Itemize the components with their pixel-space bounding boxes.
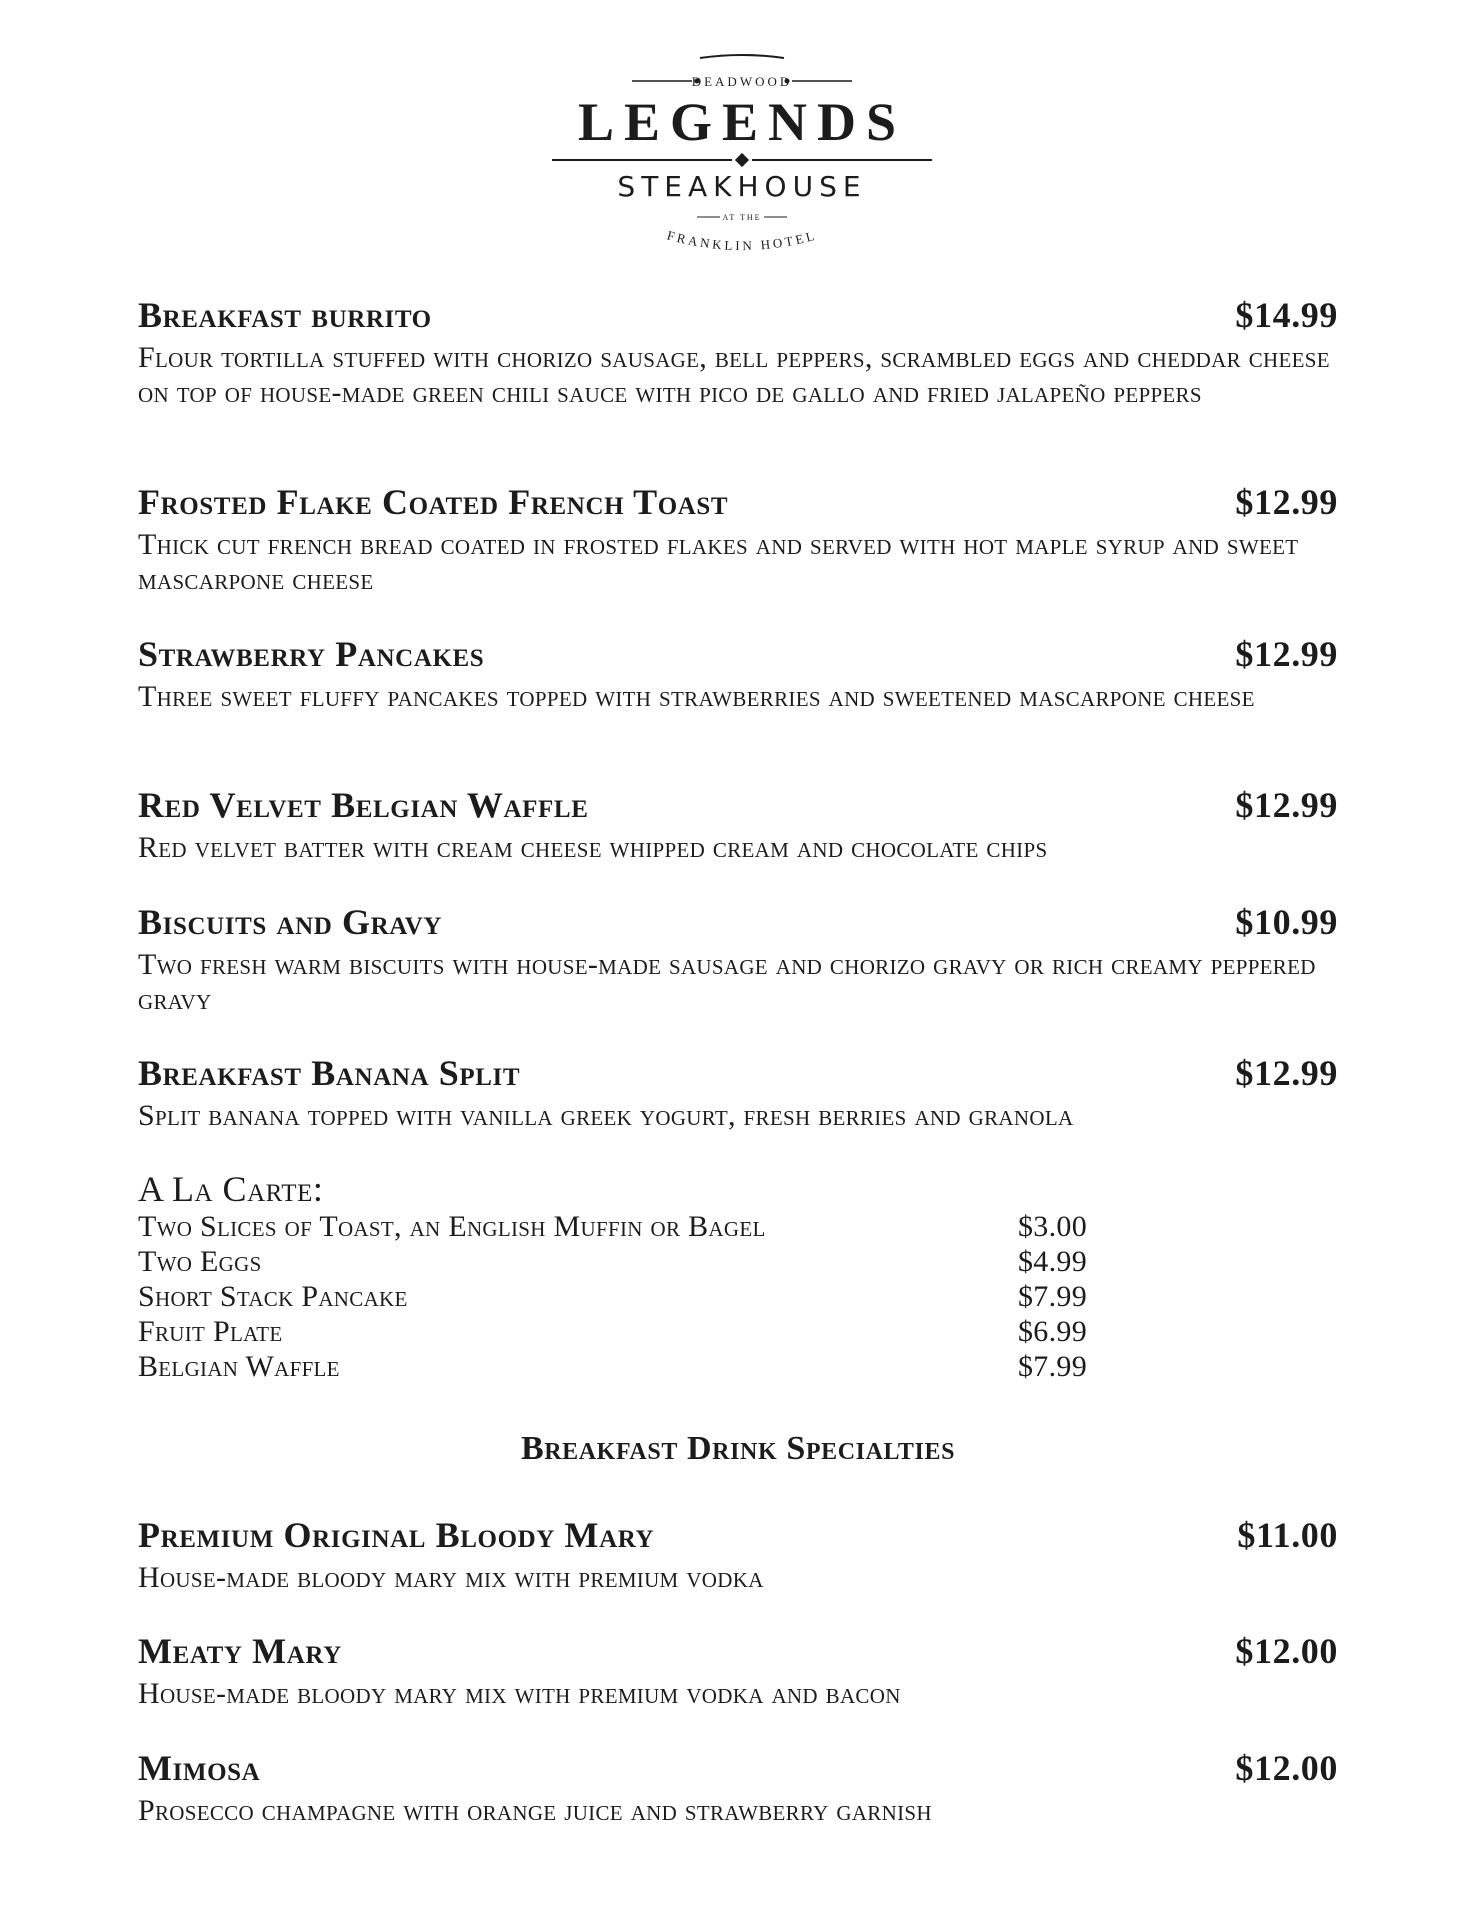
item-price: $14.99 — [1235, 295, 1338, 335]
drink-name: Meaty Mary — [138, 1631, 342, 1671]
logo-main-word: LEGENDS — [577, 92, 907, 152]
a-la-carte-name: Short Stack Pancake — [138, 1280, 408, 1313]
restaurant-logo — [0, 50, 1484, 260]
drink-description: House-made bloody mary mix with premium vodka — [138, 1561, 764, 1594]
logo-hotel-name: FRANKLIN HOTEL — [665, 227, 819, 254]
drink-name: Premium Original Bloody Mary — [138, 1515, 655, 1555]
a-la-carte-title: A La Carte: — [138, 1169, 324, 1209]
menu-item — [138, 294, 1338, 410]
a-la-carte-price: $7.99 — [1018, 1280, 1087, 1313]
a-la-carte-row — [138, 1315, 1338, 1350]
item-name: Frosted Flake Coated French Toast — [138, 482, 729, 522]
drink-name: Mimosa — [138, 1748, 261, 1788]
drinks-section-title: Breakfast Drink Specialties — [520, 1430, 956, 1467]
menu-item — [138, 1052, 1338, 1133]
drink-item — [138, 1514, 1338, 1595]
item-name: Breakfast burrito — [138, 295, 432, 335]
logo-emblem — [532, 50, 952, 260]
a-la-carte-row — [138, 1350, 1338, 1385]
item-description: Three sweet fluffy pancakes topped with strawberries and sweetened mascarpone cheese — [138, 680, 1255, 713]
a-la-carte-row — [138, 1245, 1338, 1280]
item-description: Thick cut french bread coated in frosted flakes and served with hot maple syrup and sweet mascarpone cheese — [138, 528, 1299, 596]
item-name: Red Velvet Belgian Waffle — [138, 785, 589, 825]
item-price: $12.99 — [1235, 1053, 1338, 1093]
item-name: Breakfast Banana Split — [138, 1053, 521, 1093]
menu-item — [138, 901, 1338, 1017]
item-price: $12.99 — [1235, 482, 1338, 522]
logo-at-the: AT THE — [722, 213, 762, 222]
a-la-carte-name: Two Slices of Toast, an English Muffin or Bagel — [138, 1210, 766, 1243]
logo-sub-word: STEAKHOUSE — [617, 170, 867, 203]
menu-item — [138, 633, 1338, 714]
a-la-carte-name: Belgian Waffle — [138, 1350, 340, 1383]
a-la-carte-row — [138, 1210, 1338, 1245]
a-la-carte-price: $7.99 — [1018, 1350, 1087, 1383]
item-name: Strawberry Pancakes — [138, 634, 485, 674]
drink-description: Prosecco champagne with orange juice and strawberry garnish — [138, 1794, 932, 1827]
drink-description: House-made bloody mary mix with premium vodka and bacon — [138, 1677, 901, 1710]
a-la-carte-price: $4.99 — [1018, 1245, 1087, 1278]
a-la-carte-name: Fruit Plate — [138, 1315, 283, 1348]
drink-item — [138, 1630, 1338, 1711]
drink-price: $12.00 — [1235, 1748, 1338, 1788]
item-price: $12.99 — [1235, 785, 1338, 825]
drink-price: $11.00 — [1237, 1515, 1338, 1555]
drink-item — [138, 1747, 1338, 1828]
drink-price: $12.00 — [1235, 1631, 1338, 1671]
item-name: Biscuits and Gravy — [138, 902, 443, 942]
item-description: Split banana topped with vanilla greek yogurt, fresh berries and granola — [138, 1099, 1074, 1132]
logo-top-word: DEADWOOD — [691, 74, 793, 89]
a-la-carte-row — [138, 1280, 1338, 1315]
menu-item — [138, 784, 1338, 865]
a-la-carte-price: $3.00 — [1018, 1210, 1087, 1243]
a-la-carte-name: Two Eggs — [138, 1245, 262, 1278]
a-la-carte-section — [138, 1168, 1338, 1385]
a-la-carte-price: $6.99 — [1018, 1315, 1087, 1348]
menu-item — [138, 481, 1338, 597]
item-price: $10.99 — [1235, 902, 1338, 942]
item-description: Red velvet batter with cream cheese whipped cream and chocolate chips — [138, 831, 1048, 864]
item-description: Two fresh warm biscuits with house-made sausage and chorizo gravy or rich creamy peppered gravy — [138, 948, 1316, 1016]
item-price: $12.99 — [1235, 634, 1338, 674]
item-description: Flour tortilla stuffed with chorizo sausage, bell peppers, scrambled eggs and cheddar cheese on top of house-made green chili sauce with pico de gallo and fried jalapeño peppers — [138, 341, 1330, 409]
